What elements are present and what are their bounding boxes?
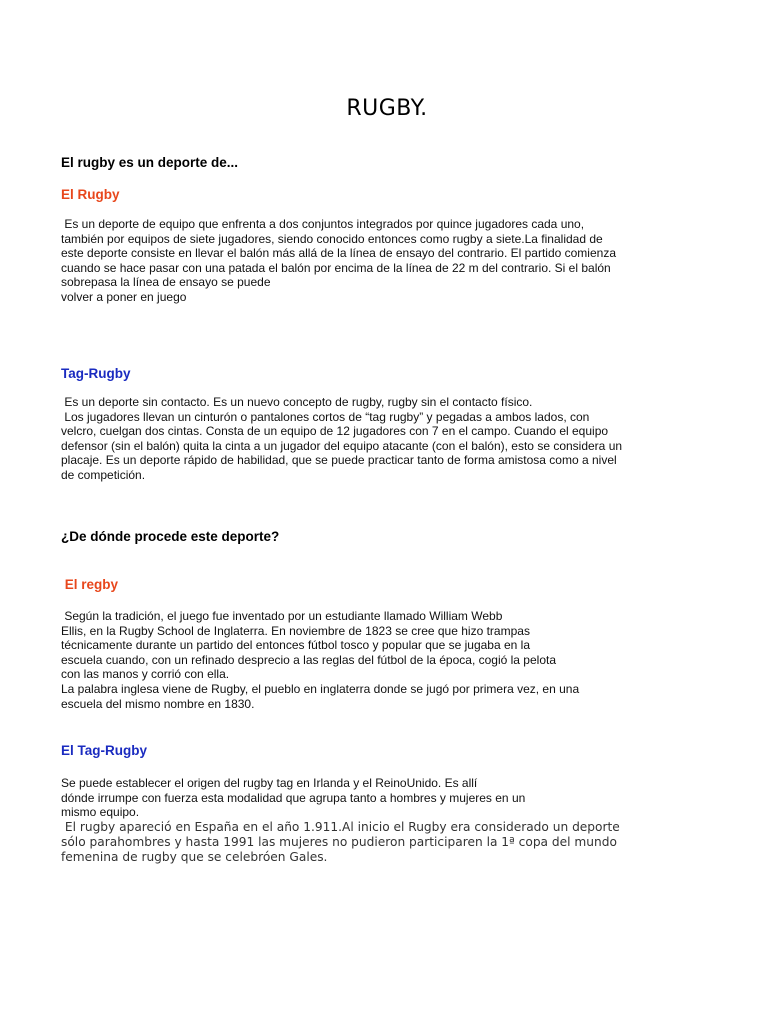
paragraph-line: de competición. (61, 467, 146, 482)
paragraph-line: escuela del mismo nombre en 1830. (61, 696, 255, 711)
paragraph-line: dónde irrumpe con fuerza esta modalidad que agrupa tanto a hombres y mujeres en un (61, 790, 526, 805)
paragraph-line: Es un deporte sin contacto. Es un nuevo concepto de rugby, rugby sin el contacto físico. (61, 395, 533, 409)
origin-tag-heading: El Tag-Rugby (61, 743, 147, 758)
origin-rugby-paragraph (61, 609, 579, 711)
paragraph-line: escuela cuando, con un refinado desprecio a las reglas del fútbol de la época, cogió la pelota (61, 652, 557, 667)
paragraph-line: mismo equipo. (61, 805, 140, 820)
rugby-heading: El Rugby (61, 187, 120, 202)
paragraph-line: técnicamente durante un partido del entonces fútbol tosco y popular que se jugaba en la (61, 638, 530, 653)
paragraph-line: placaje. Es un deporte rápido de habilidad, que se puede practicar tanto de forma amistosa como a nivel (61, 453, 617, 468)
paragraph-line: este deporte consiste en llevar el balón más allá de la línea de ensayo del contrario. El partido comienza (61, 246, 616, 261)
origin-heading: ¿De dónde procede este deporte? (61, 529, 280, 544)
paragraph-line: femenina de rugby que se celebróen Gales. (61, 850, 328, 864)
rugby-paragraph (61, 217, 616, 305)
page-title: RUGBY. (346, 96, 428, 121)
paragraph-line: El rugby apareció en España en el año 1.911.Al inicio el Rugby era considerado un deporte (61, 820, 620, 834)
origin-rugby-heading: El regby (61, 577, 119, 592)
paragraph-line: volver a poner en juego (61, 289, 187, 304)
paragraph-line: defensor (sin el balón) quita la cinta a un jugador del equipo atacante (con el balón), esto se considera un (61, 438, 623, 453)
origin-tag-extra-paragraph (61, 820, 620, 865)
paragraph-line: velcro, cuelgan dos cintas. Consta de un equipo de 12 jugadores con 7 en el campo. Cuando el equipo (61, 424, 609, 439)
tag-rugby-paragraph (61, 395, 622, 483)
paragraph-line: La palabra inglesa viene de Rugby, el pueblo en inglaterra donde se jugó por primera vez, en una (61, 681, 580, 696)
paragraph-line: sobrepasa la línea de ensayo se puede (61, 275, 271, 290)
paragraph-line: Ellis, en la Rugby School de Inglaterra. En noviembre de 1823 se cree que hizo trampas (61, 623, 530, 638)
intro-heading: El rugby es un deporte de... (61, 155, 239, 170)
paragraph-line: sólo parahombres y hasta 1991 las mujeres no pudieron participaren la 1ª copa del mundo (61, 835, 617, 849)
origin-tag-paragraph (61, 776, 525, 820)
paragraph-line: cuando se hace pasar con una patada el balón por encima de la línea de 22 m del contrario. Si el balón (61, 260, 611, 275)
paragraph-line: también por equipos de siete jugadores, siendo conocido entonces como rugby a siete.La finalidad de (61, 231, 603, 246)
paragraph-line: Los jugadores llevan un cinturón o pantalones cortos de “tag rugby” y pegadas a ambos lados, con (61, 409, 590, 424)
tag-rugby-heading: Tag-Rugby (61, 366, 131, 381)
paragraph-line: Es un deporte de equipo que enfrenta a dos conjuntos integrados por quince jugadores cada uno, (61, 217, 585, 231)
paragraph-line: con las manos y corrió con ella. (61, 667, 230, 682)
paragraph-line: Se puede establecer el origen del rugby tag en Irlanda y el ReinoUnido. Es allí (61, 776, 478, 790)
paragraph-line: Según la tradición, el juego fue inventado por un estudiante llamado William Webb (61, 609, 503, 623)
